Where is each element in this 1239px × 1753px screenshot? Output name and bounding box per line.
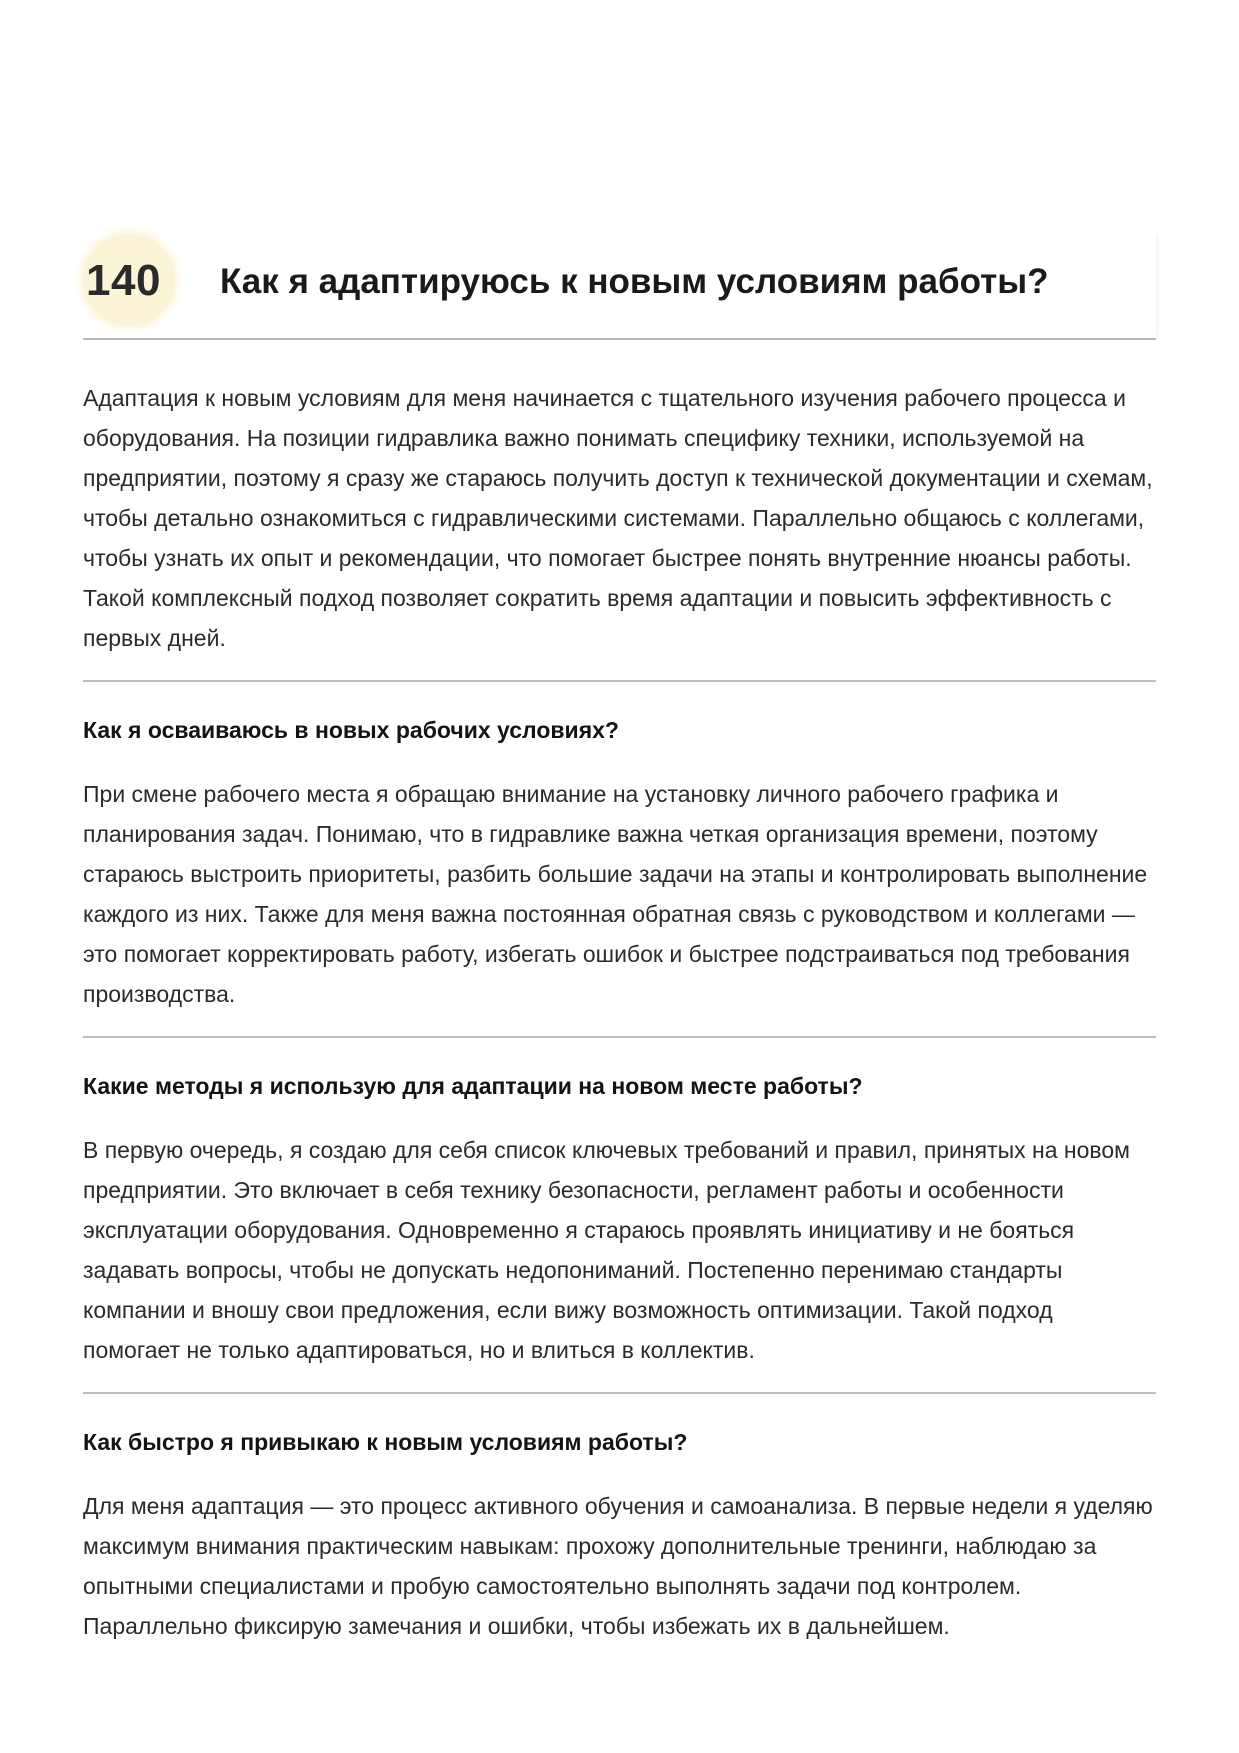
question-heading: Как я осваиваюсь в новых рабочих условиях? — [83, 717, 619, 743]
question-heading: Какие методы я использую для адаптации на новом месте работы? — [83, 1073, 863, 1099]
divider — [83, 1036, 1156, 1038]
answer-paragraph: При смене рабочего места я обращаю внимание на установку личного рабочего графика и планирования задач. Понимаю, что в гидравлике важна четкая организация времени, поэтому стараюсь выстроить приоритеты, разбить большие задачи на этапы и контролировать выполнение каждого из них. Также для меня важна постоянная обратная связь с руководством и коллегами — это помогает корректировать работу, избегать ошибок и быстрее подстраиваться под требования производства. — [83, 781, 1148, 1007]
intro-paragraph: Адаптация к новым условиям для меня начинается с тщательного изучения рабочего процесса и оборудования. На позиции гидравлика важно понимать специфику техники, используемой на предприятии, поэтому я сразу же стараюсь получить доступ к технической документации и схемам, чтобы детально ознакомиться с гидравлическими системами. Параллельно общаюсь с коллегами, чтобы узнать их опыт и рекомендации, что помогает быстрее понять внутренние нюансы работы. Такой комплексный подход позволяет сократить время адаптации и повысить эффективность с первых дней. — [83, 385, 1153, 651]
qa-block-2 — [83, 1070, 1156, 1370]
question-header — [83, 232, 1156, 340]
divider — [83, 1392, 1156, 1394]
answer-paragraph: В первую очередь, я создаю для себя список ключевых требований и правил, принятых на новом предприятии. Это включает в себя технику безопасности, регламент работы и особенности эксплуатации оборудования. Одновременно я стараюсь проявлять инициативу и не бояться задавать вопросы, чтобы не допускать недопониманий. Постепенно перенимаю стандарты компании и вношу свои предложения, если вижу возможность оптимизации. Такой подход помогает не только адаптироваться, но и влиться в коллектив. — [83, 1137, 1130, 1363]
qa-block-3 — [83, 1426, 1156, 1646]
divider — [83, 680, 1156, 682]
intro-section — [83, 378, 1156, 658]
question-number: 140 — [86, 256, 161, 305]
qa-block-1 — [83, 714, 1156, 1014]
answer-paragraph: Для меня адаптация — это процесс активного обучения и самоанализа. В первые недели я уделяю максимум внимания практическим навыкам: прохожу дополнительные тренинги, наблюдаю за опытными специалистами и пробую самостоятельно выполнять задачи под контролем. Параллельно фиксирую замечания и ошибки, чтобы избежать их в дальнейшем. — [83, 1493, 1153, 1639]
question-heading: Как быстро я привыкаю к новым условиям работы? — [83, 1429, 688, 1455]
page-title: Как я адаптируюсь к новым условиям работы? — [220, 262, 1049, 301]
